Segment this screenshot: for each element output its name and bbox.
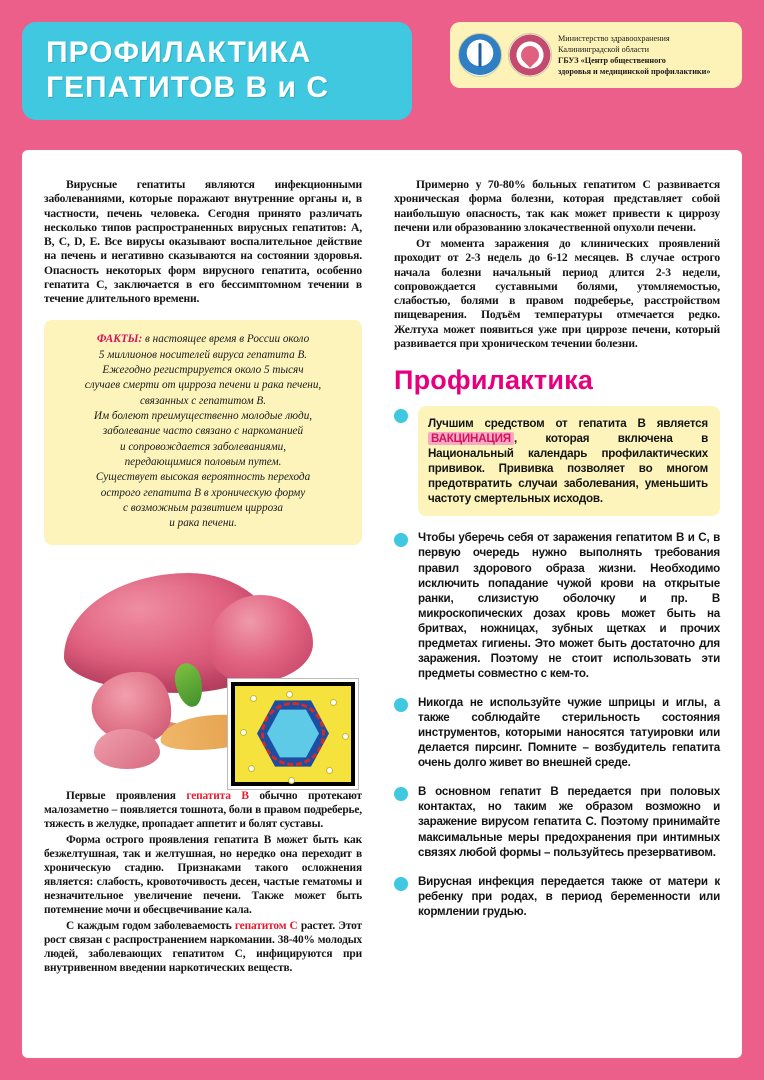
content-canvas <box>22 150 742 1058</box>
right-column <box>394 178 720 933</box>
facts-line-11: острого гепатита В в хроническую форму <box>100 486 306 499</box>
facts-line-9: передающимися половым путем. <box>124 455 282 468</box>
symptoms-text-a: Первые проявления <box>66 789 187 802</box>
virus-inner <box>235 686 351 782</box>
prevention-section-title: Профилактика <box>394 365 594 395</box>
facts-line-10: Существует высокая вероятность перехода <box>95 471 311 484</box>
incubation-paragraph: От момента заражения до клинических проявлений проходит от 2-3 недель до 6-12 месяцев. В случае острого начала болезни начальный период длится 2-3 недели, сопровождается суставными болями, утомляемостью, слабостью, болями в правом подреберье, расстройством пищеварения. Подъём температуры отмечается редко. Желтуха может появиться уже при циррозе печени, который развивается при хроническом течении болезни. <box>394 237 720 350</box>
hepatitis-virus-illustration <box>228 679 358 789</box>
facts-text-1: в настоящее время в России около <box>145 333 310 346</box>
acute-form-paragraph: Форма острого проявления гепатита В может быть как безжелтушная, так и желтушная, но нередко она переходит в хроническую стадию. Признаками такого осложнения является: слабость, кровоточивость десен, частые гематомы и незначительное увеличение печени. Также может быть потемнение мочи и обесцвечивание кала. <box>44 833 362 916</box>
incidence-text-a: С каждым годом заболеваемость <box>66 919 235 932</box>
left-lower-text <box>44 789 362 975</box>
facts-line-1 <box>58 332 348 346</box>
prevention-item-hygiene <box>394 530 720 681</box>
illustration-area <box>44 551 362 789</box>
facts-line-4: случаев смерти от цирроза печени и рака печени, <box>84 379 322 392</box>
vaccination-text-a: Лучшим средством от гепатита В является <box>428 417 708 430</box>
intro-paragraph: Вирусные гепатиты являются инфекционными заболеваниями, которые поражают внутренние органы и, в частности, печень человека. Сегодня принято различать несколько типов распространенных вирусных гепатитов: А, В, С, D, Е. Все вирусы оказывают воспалительное действие на печень и негативно сказываются на состоянии здоровья. Опасность некоторых форм вирусного гепатита, особенно гепатита С, заключается в его бессимптомном течении в течение длительного времени. <box>44 178 362 305</box>
facts-line-13: и рака печени. <box>169 517 237 530</box>
org-line-3: ГБУЗ «Центр общественного <box>558 56 666 65</box>
prevention-item-vaccination <box>394 406 720 516</box>
center-emblem-icon <box>508 33 552 77</box>
prevention-item-5-text: Вирусная инфекция передается также от матери к ребенку при родах, в период беременности или кормлении грудью. <box>418 874 720 918</box>
incidence-paragraph <box>44 919 362 975</box>
content-columns <box>22 150 742 1058</box>
bullet-dot-icon <box>394 787 408 801</box>
bullet-dot-icon <box>394 877 408 891</box>
hepatitis-b-highlight: гепатита В <box>186 789 249 802</box>
facts-line-2: 5 миллионов носителей вируса гепатита В. <box>98 348 308 361</box>
symptoms-text-b: обычно протекают малозаметно – появляется тошнота, боли в правом подреберье, тяжесть в желудке, пропадает аппетит и болят суставы. <box>44 789 362 830</box>
bullet-dot-icon <box>394 533 408 547</box>
vaccination-text-b: , которая включена в Национальный календарь профилактических прививок. Прививка позволяет во многом предотвратить случаи заболевания, уменьшить частоту смертельных исходов. <box>428 432 708 506</box>
prevention-item-sexual <box>394 784 720 859</box>
facts-label: ФАКТЫ: <box>96 333 143 346</box>
prevention-item-3-text: Никогда не используйте чужие шприцы и иглы, а также соблюдайте стерильность состояния инструментов, которыми наносятся татуировки или делается пирсинг. Помните – возбудитель гепатита очень долго живет во внешней среде. <box>418 696 720 770</box>
bullet-dot-icon <box>394 698 408 712</box>
facts-line-3: Ежегодно регистрируется около 5 тысяч <box>102 363 304 376</box>
left-column <box>44 178 362 975</box>
prevention-item-mother-child <box>394 874 720 919</box>
symptoms-paragraph <box>44 789 362 831</box>
prevention-item-1-text <box>418 406 720 516</box>
virus-rna-coil <box>261 702 325 766</box>
org-line-4: здоровья и медицинской профилактики» <box>558 67 711 77</box>
facts-line-5: связанных с гепатитом В. <box>139 394 267 407</box>
bullet-dot-icon <box>394 409 408 423</box>
poster-title-box <box>22 22 412 120</box>
hepatitis-c-highlight: гепатитом С <box>234 919 298 932</box>
prevention-item-2-text: Чтобы уберечь себя от заражения гепатитом В и С, в первую очередь нужно выполнять требования правил здорового образа жизни. Необходимо исключить попадание чужой крови на открытые ранки, слизистую оболочку и пр. В микроскопических дозах кровь может быть на бритвах, ножницах, зубных щетках и прочих предметах гигиены. Это может быть достаточно для заражения. Поэтому не стоит использовать эти предметы совместно с кем-то. <box>418 531 720 680</box>
vaccination-highlight: ВАКЦИНАЦИЯ <box>428 432 514 445</box>
facts-line-12: с возможным развитием цирроза <box>122 501 283 514</box>
prevention-item-4-text: В основном гепатит В передается при половых контактах, но таким же образом возможно и заражение вирусом гепатита С. Поэтому принимайте максимальные меры предохранения при интимных связях любой формы – пользуйтесь презервативом. <box>418 785 720 859</box>
facts-line-6: Им болеют преимущественно молодые люди, <box>93 409 313 422</box>
virus-capsid-icon <box>257 698 329 770</box>
facts-line-8: и сопровождается заболеваниями, <box>119 440 287 453</box>
page-title-line1: ПРОФИЛАКТИКА <box>46 36 312 70</box>
prevention-item-needles <box>394 695 720 770</box>
chronic-form-paragraph: Примерно у 70-80% больных гепатитом С развивается хроническая форма болезни, которая представляет собой наибольшую опасность, так как может привести к циррозу печени или образованию злокачественной опухоли печени. <box>394 178 720 234</box>
facts-box <box>44 320 362 544</box>
facts-line-7: заболевание часто связано с наркоманией <box>102 425 304 438</box>
organization-box <box>450 22 742 88</box>
incidence-text-b: растет. Этот рост связан с распространением наркомании. 38-40% молодых людей, заболевающих гепатитом С, инфицируются при внутривенном введении наркотических веществ. <box>44 919 362 974</box>
page-title-line2: ГЕПАТИТОВ В и С <box>46 71 329 104</box>
organization-text <box>558 33 710 77</box>
org-line-2: Калининградской области <box>558 44 650 54</box>
poster-header <box>22 22 742 122</box>
ministry-emblem-icon <box>458 33 502 77</box>
org-line-1: Министерство здравоохранения <box>558 33 670 43</box>
